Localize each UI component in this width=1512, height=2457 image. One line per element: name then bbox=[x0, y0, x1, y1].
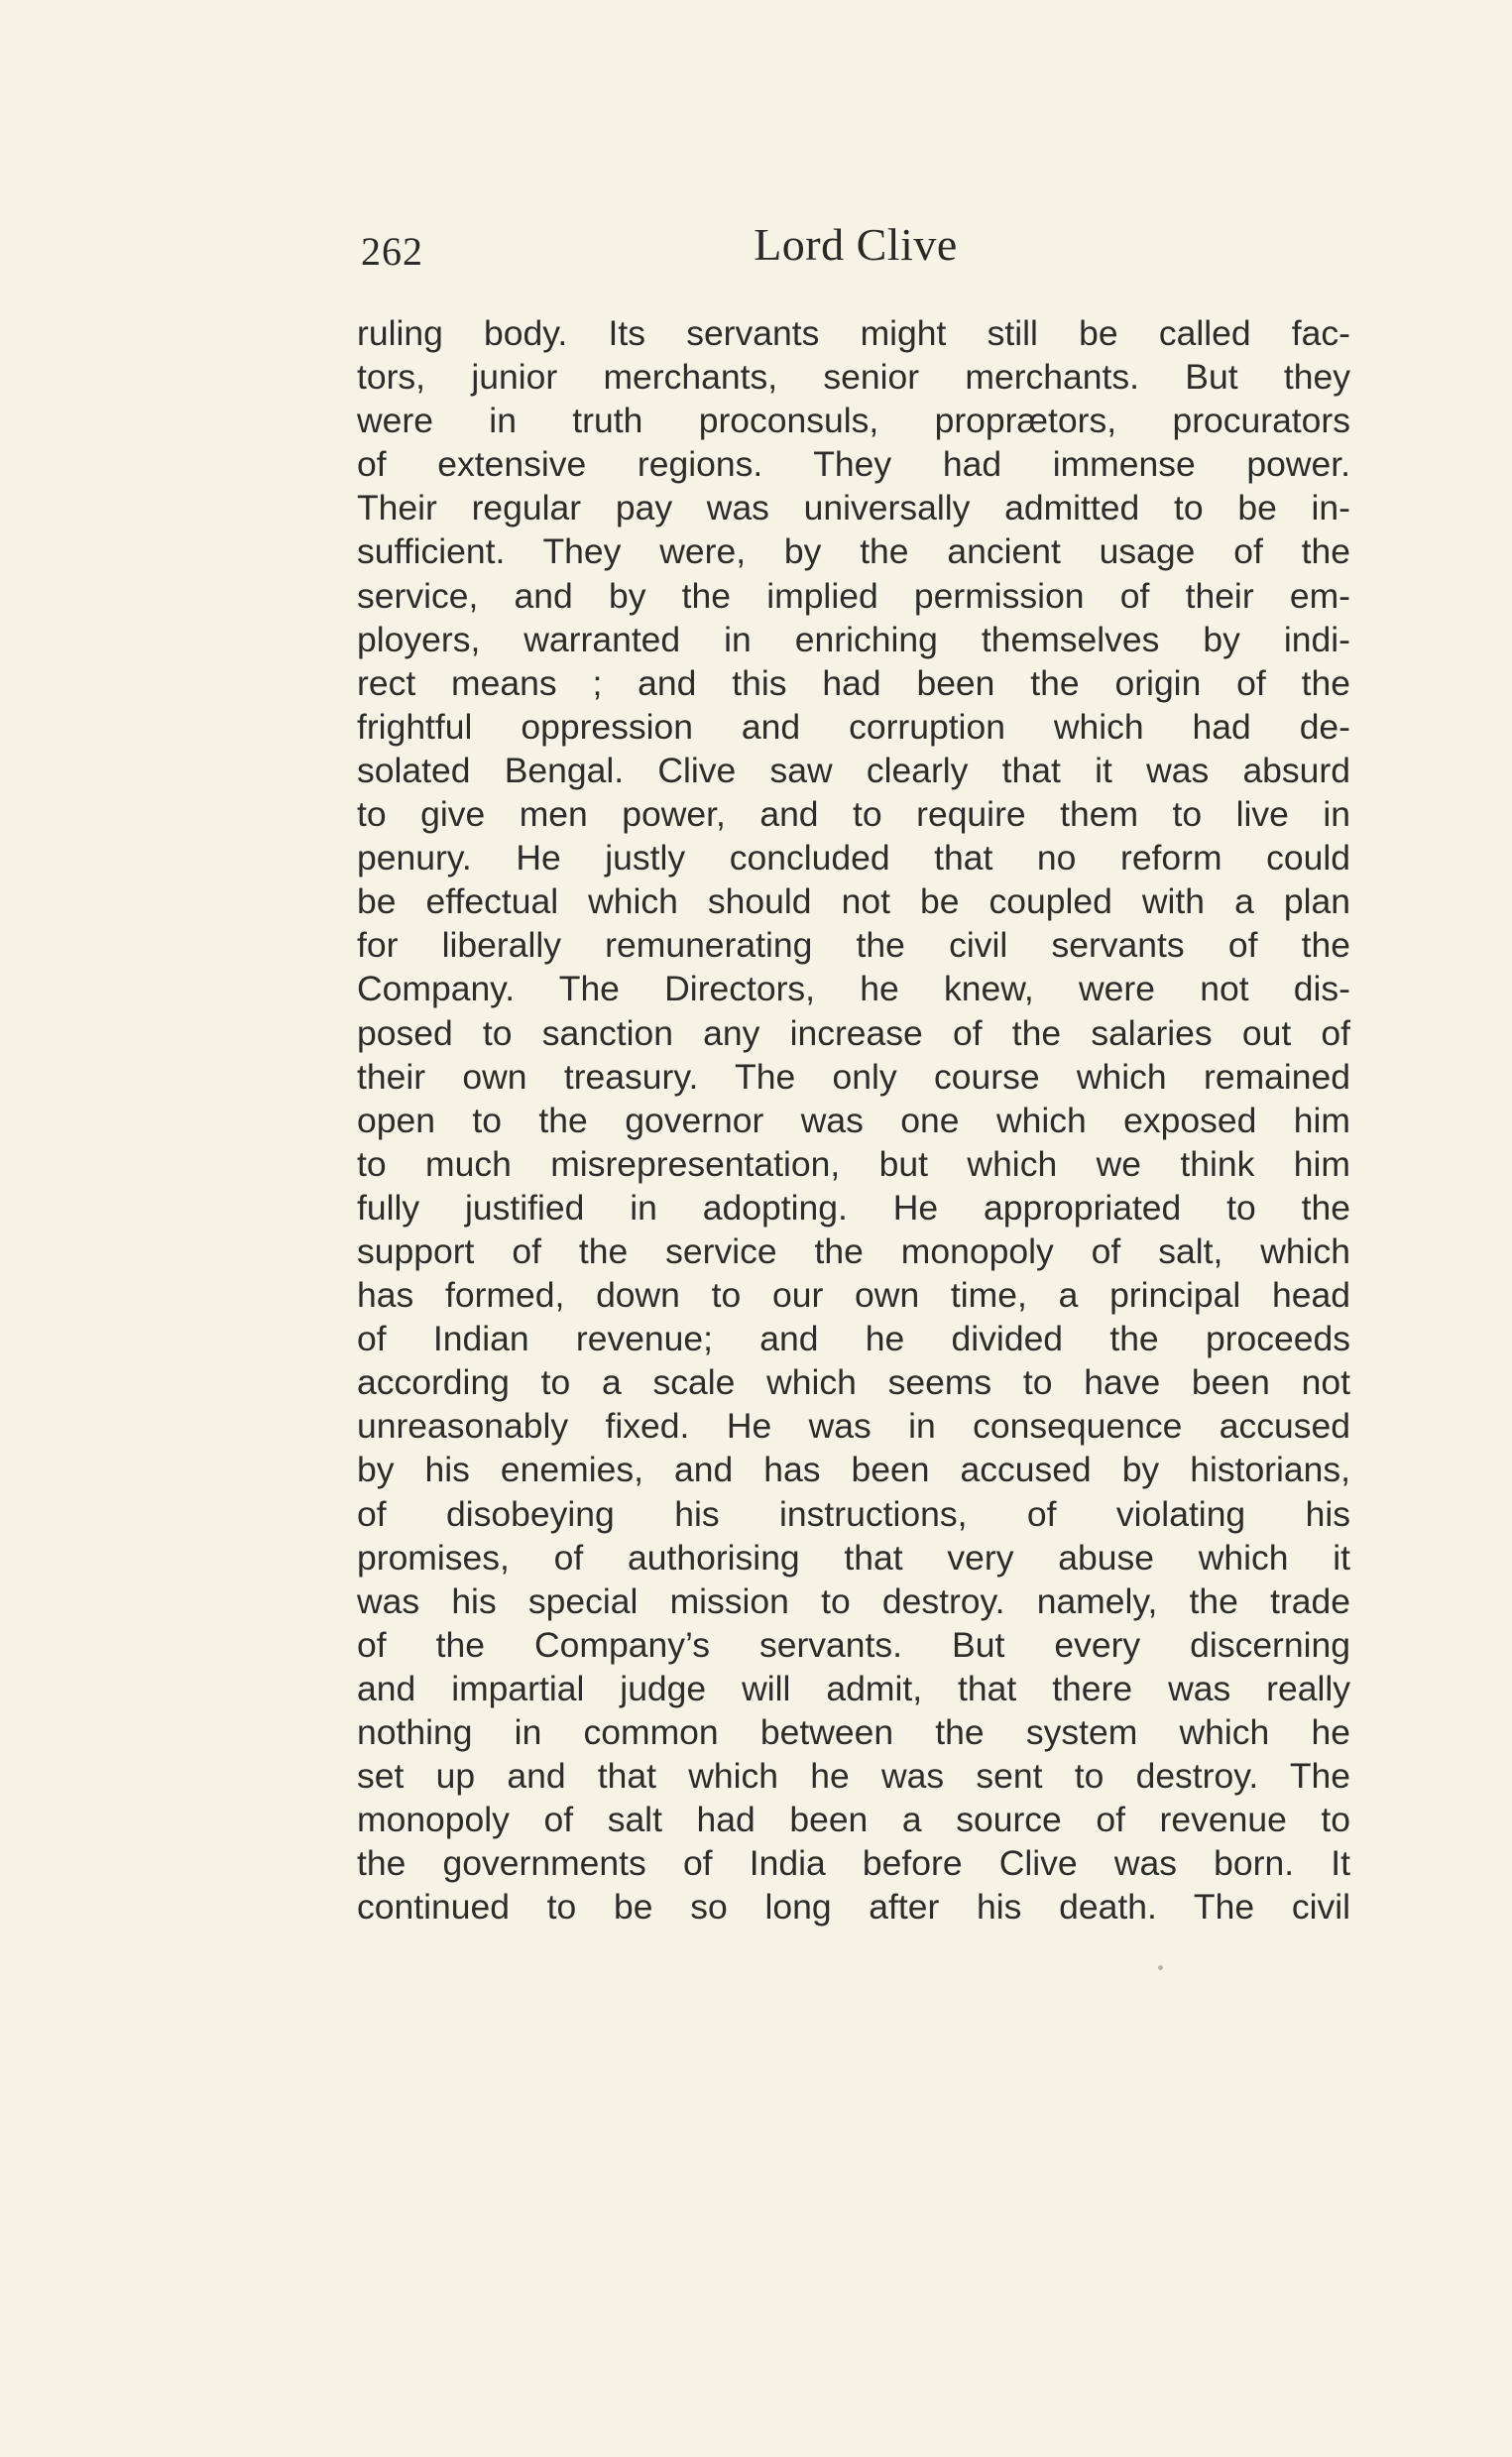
text-line: continued to be so long after his death. The civil bbox=[357, 1887, 1350, 1928]
text-line: posed to sanction any increase of the salaries out of bbox=[357, 1012, 1350, 1053]
text-line: frightful oppression and corruption which had de- bbox=[357, 706, 1350, 747]
text-line: to much misrepresentation, but which we think him bbox=[357, 1143, 1350, 1184]
text-line: be effectual which should not be coupled with a plan bbox=[357, 881, 1350, 922]
text-line: their own treasury. The only course which remained bbox=[357, 1056, 1350, 1097]
page-header bbox=[361, 218, 1350, 288]
text-line: of the Company’s servants. But every discerning bbox=[357, 1624, 1350, 1665]
text-line: according to a scale which seems to have been not bbox=[357, 1362, 1350, 1403]
text-line: ruling body. Its servants might still be called fac- bbox=[357, 313, 1350, 353]
text-line: service, and by the implied permission of their em- bbox=[357, 575, 1350, 616]
text-line: the governments of India before Clive was born. It bbox=[357, 1843, 1350, 1884]
text-line: nothing in common between the system which he bbox=[357, 1712, 1350, 1752]
ink-speck bbox=[1158, 1965, 1163, 1970]
text-line: to give men power, and to require them to live in bbox=[357, 794, 1350, 835]
text-line: of extensive regions. They had immense power. bbox=[357, 444, 1350, 485]
text-line: set up and that which he was sent to destroy. The bbox=[357, 1756, 1350, 1797]
text-line: Company. The Directors, he knew, were not dis- bbox=[357, 969, 1350, 1009]
text-line: monopoly of salt had been a source of revenue to bbox=[357, 1800, 1350, 1840]
text-line: penury. He justly concluded that no reform could bbox=[357, 838, 1350, 878]
text-line: promises, of authorising that very abuse which it bbox=[357, 1537, 1350, 1578]
page-number: 262 bbox=[361, 229, 423, 274]
text-line: support of the service the monopoly of salt, which bbox=[357, 1230, 1350, 1271]
text-line: solated Bengal. Clive saw clearly that it was absurd bbox=[357, 750, 1350, 790]
text-line: has formed, down to our own time, a principal head bbox=[357, 1275, 1350, 1316]
text-line: tors, junior merchants, senior merchants. But they bbox=[357, 357, 1350, 398]
text-line: for liberally remunerating the civil servants of the bbox=[357, 925, 1350, 966]
text-line: of Indian revenue; and he divided the proceeds bbox=[357, 1319, 1350, 1359]
text-line: was his special mission to destroy. namely, the trade bbox=[357, 1580, 1350, 1621]
text-line: open to the governor was one which exposed him bbox=[357, 1100, 1350, 1140]
text-line: ployers, warranted in enriching themselves by indi- bbox=[357, 619, 1350, 659]
text-line: rect means ; and this had been the origin of the bbox=[357, 662, 1350, 703]
text-line: fully justified in adopting. He appropriated to the bbox=[357, 1187, 1350, 1228]
body-text bbox=[357, 311, 1350, 1929]
text-line: and impartial judge will admit, that there was really bbox=[357, 1668, 1350, 1708]
text-line: by his enemies, and has been accused by historians, bbox=[357, 1450, 1350, 1490]
running-title: Lord Clive bbox=[754, 219, 958, 270]
text-line: Their regular pay was universally admitted to be in- bbox=[357, 488, 1350, 528]
text-line: unreasonably fixed. He was in consequence accused bbox=[357, 1406, 1350, 1447]
text-line: sufficient. They were, by the ancient usage of the bbox=[357, 531, 1350, 572]
text-line: of disobeying his instructions, of violating his bbox=[357, 1493, 1350, 1534]
text-line: were in truth proconsuls, proprætors, procurators bbox=[357, 401, 1350, 441]
